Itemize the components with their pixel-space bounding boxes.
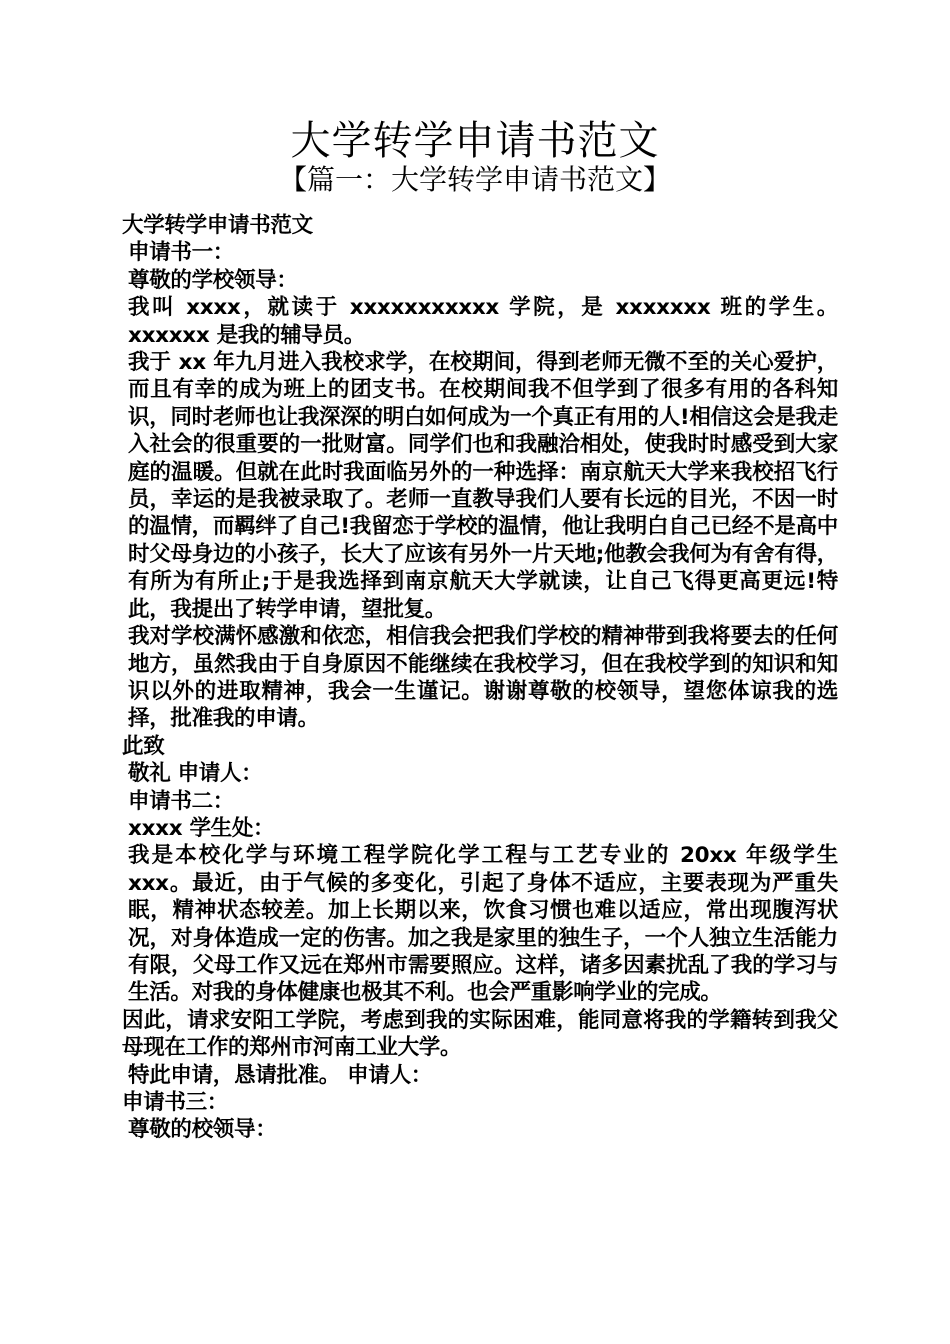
document-body: [116, 212, 838, 1144]
letter2-paragraph-1: 我是本校化学与环境工程学院化学工程与工艺专业的 20xx 年级学生 xxx。最近，由于气候的多变化，引起了身体不适应，主要表现为严重失眠，精神状态较差。加上长期以来，饮食习惯也难以适应，常出现腹泻状况，对身体造成一定的伤害。加之我是家里的独生子，一个人独立生活能力有限，父母工作又远在郑州市需要照应。这样，诸多因素扰乱了我的学习与生活。对我的身体健康也极其不利。也会严重影响学业的完成。: [128, 843, 838, 1006]
letter1-paragraph-1: 我叫 xxxx，就读于 xxxxxxxxxxx 学院，是 xxxxxxx 班的学生。xxxxxx 是我的辅导员。: [128, 295, 838, 348]
letter2-closing: 特此申请，恳请批准。 申请人：: [128, 1062, 432, 1088]
letter2-salutation: xxxx 学生处：: [128, 815, 275, 841]
letter2-paragraph-2: 因此，请求安阳工学院，考虑到我的实际困难，能同意将我的学籍转到我父母现在工作的郑州市河南工业大学。: [122, 1007, 838, 1061]
letter2-label: 申请书二：: [128, 788, 235, 814]
letter1-paragraph-2: 我于 xx 年九月进入我校求学，在校期间，得到老师无微不至的关心爱护，而且有幸的成为班上的团支书。在校期间我不但学到了很多有用的各科知识，同时老师也让我深深的明白如何成为一个真正有用的人!相信这会是我走入社会的很重要的一批财富。同学们也和我融洽相处，使我时时感受到大家庭的温暖。但就在此时我面临另外的一种选择：南京航天大学来我校招飞行员，幸运的是我被录取了。老师一直教导我们人要有长远的目光，不因一时的温情，而羁绊了自己!我留恋于学校的温情，他让我明白自己已经不是高中时父母身边的小孩子，长大了应该有另外一片天地;他教会我何为有舍有得，有所为有所止;于是我选择到南京航天大学就读，让自己飞得更高更远!特此，我提出了转学申请，望批复。: [128, 350, 838, 622]
letter1-salutation: 尊敬的学校领导：: [128, 267, 298, 293]
letter3-label: 申请书三：: [122, 1090, 229, 1115]
document-subtitle: 【篇一：大学转学申请书范文】: [278, 163, 671, 196]
document-title: 大学转学申请书范文: [290, 118, 660, 164]
letter1-closing-2: 敬礼 申请人：: [128, 761, 263, 787]
letter3-salutation: 尊敬的校领导：: [128, 1117, 277, 1143]
letter1-closing-1: 此致: [122, 733, 165, 759]
letter1-paragraph-3: 我对学校满怀感激和依恋，相信我会把我们学校的精神带到我将要去的任何地方，虽然我由于自身原因不能继续在我校学习，但在我校学到的知识和知识以外的进取精神，我会一生谨记。谢谢尊敬的校领导，望您体谅我的选择，批准我的申请。: [128, 624, 838, 732]
section-heading: 大学转学申请书范文: [122, 213, 313, 238]
letter1-label: 申请书一：: [128, 240, 235, 266]
